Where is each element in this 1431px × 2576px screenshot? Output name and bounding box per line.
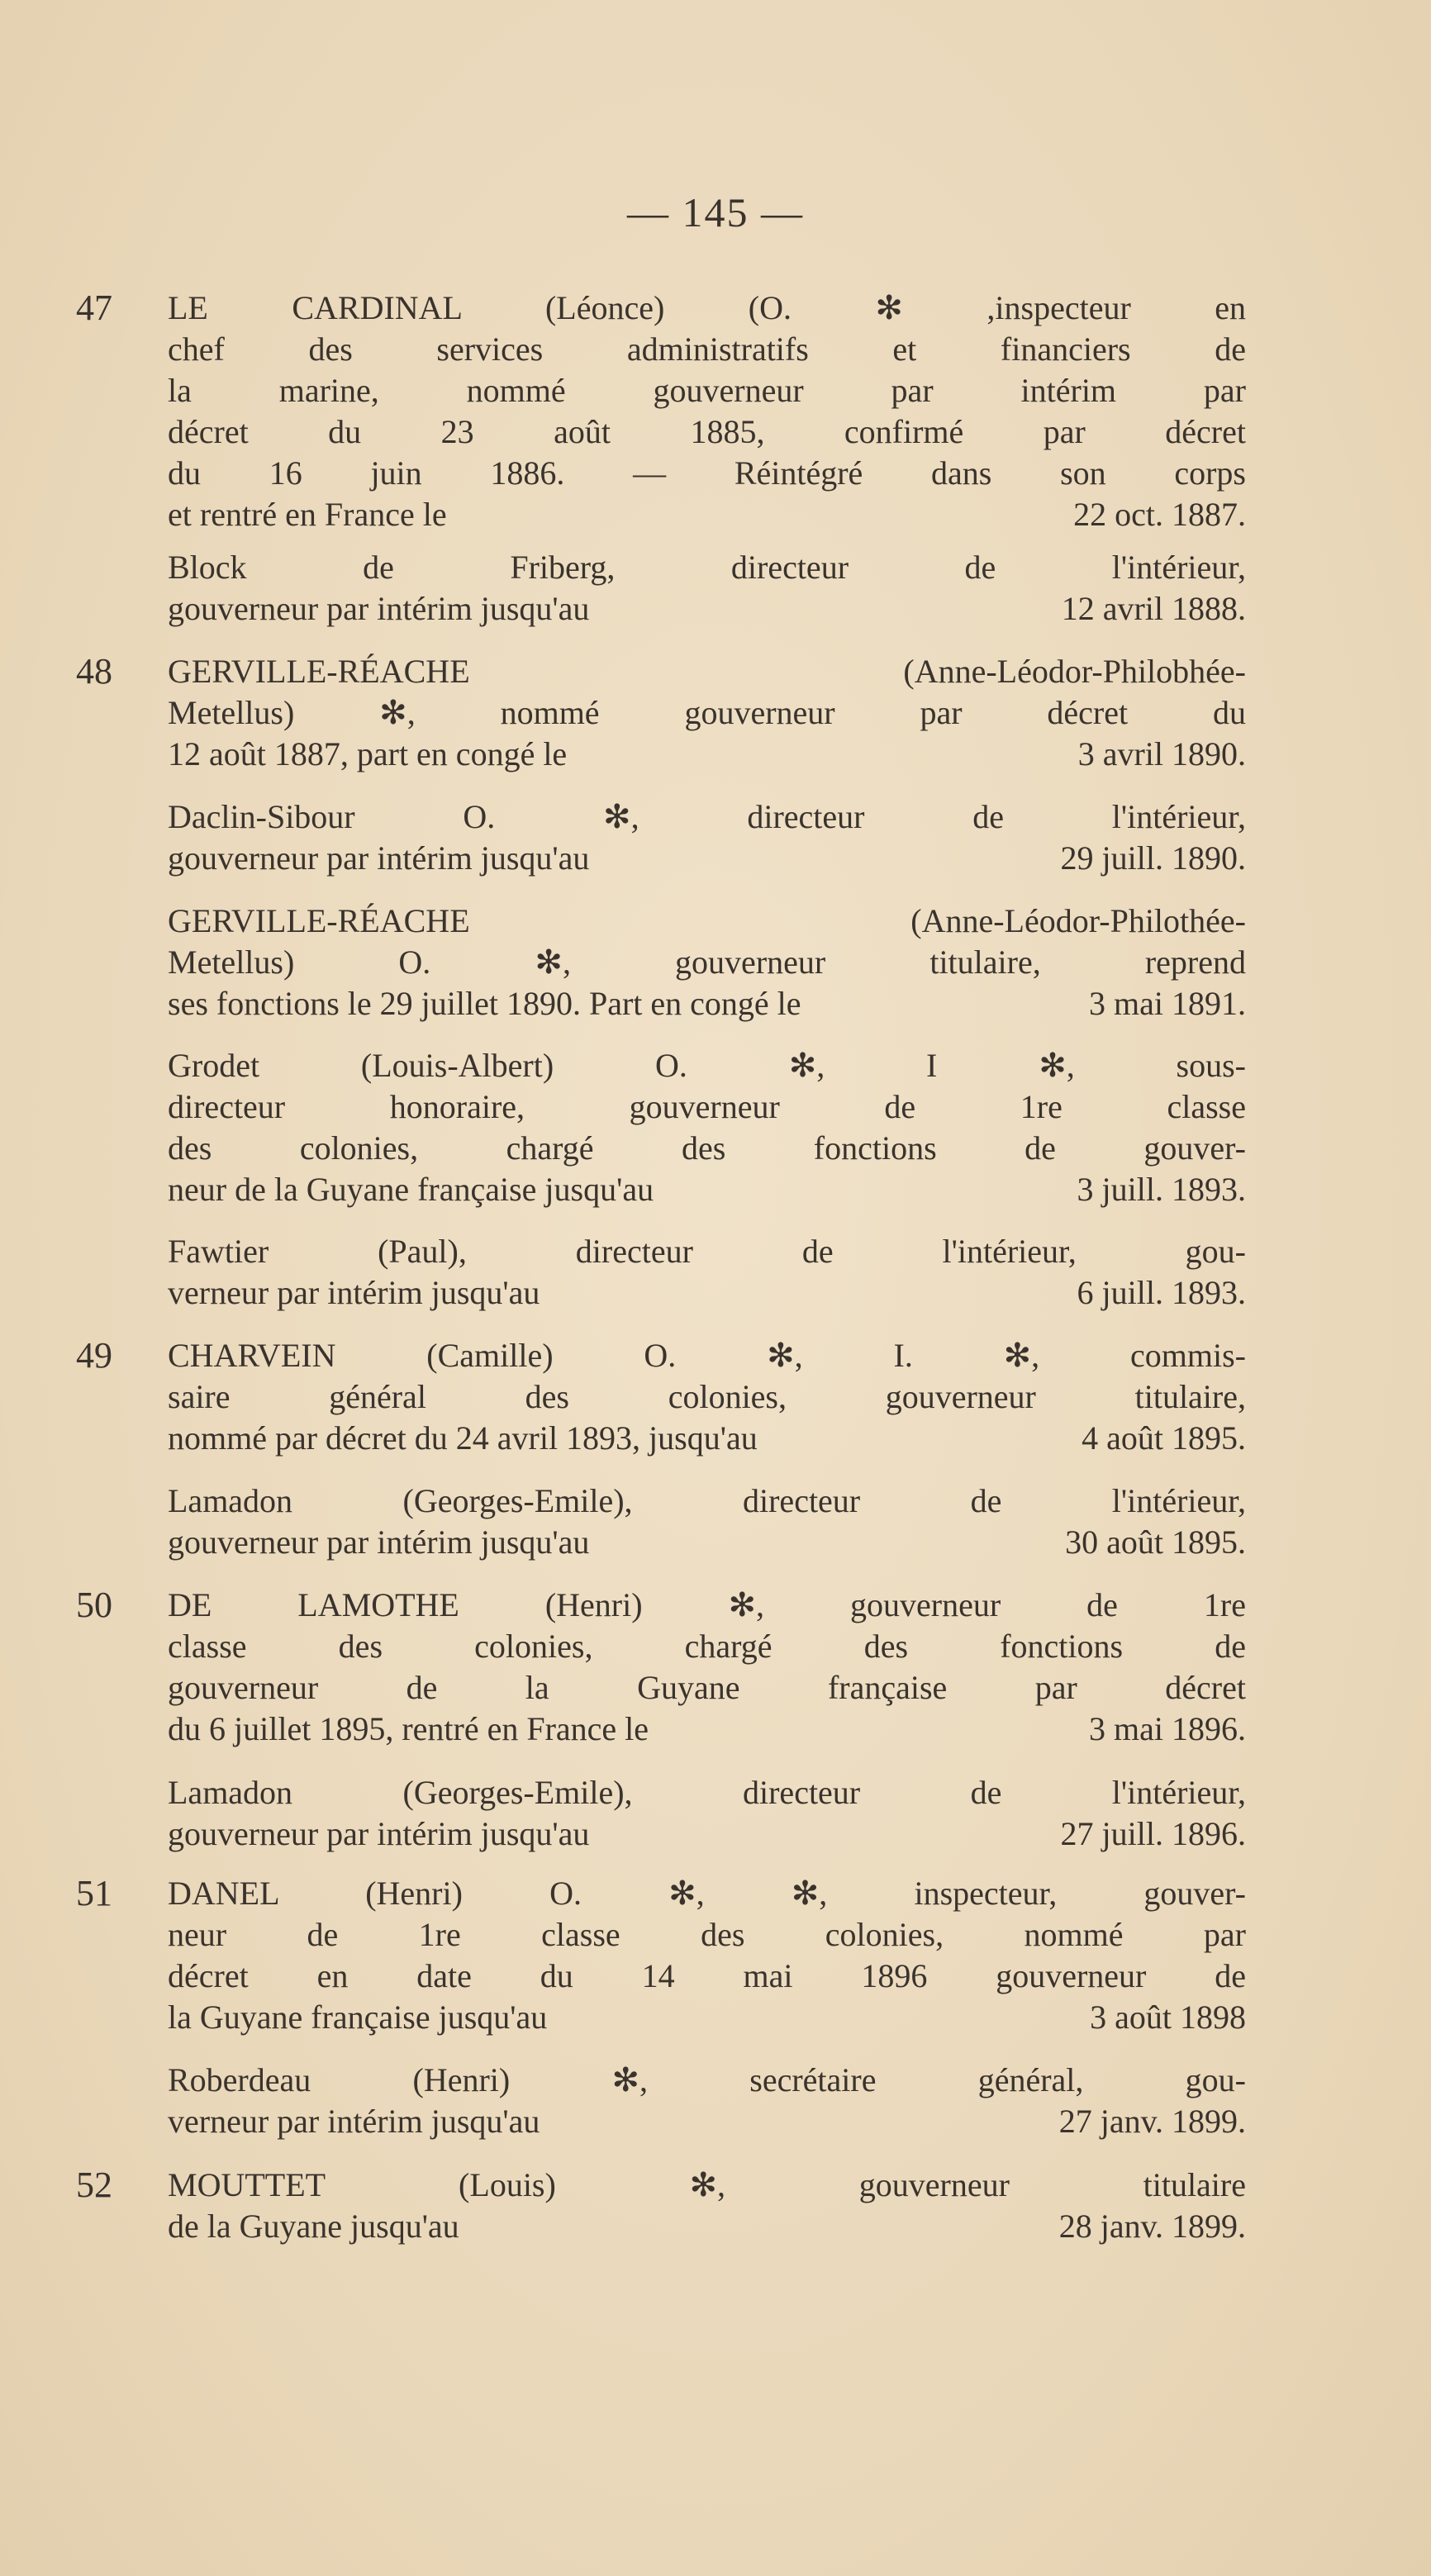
- entry-line: gouverneur par intérim jusqu'au: [168, 1815, 590, 1852]
- entry-number: 48: [76, 651, 112, 692]
- entry-line: MOUTTET (Louis) ✻, gouverneur titulaire: [168, 2166, 1246, 2203]
- entry-date: 3 juill. 1893.: [1077, 1171, 1246, 1208]
- entry-line: neur de la Guyane française jusqu'au: [168, 1171, 654, 1208]
- entry-line: gouverneur de la Guyane française par décret: [168, 1669, 1246, 1706]
- entry-text: [168, 901, 1246, 1024]
- entry-line: chef des services administratifs et financiers de: [168, 330, 1246, 368]
- entry-date: 30 août 1895.: [1065, 1523, 1246, 1561]
- entry-number: 47: [76, 288, 112, 328]
- entry-date: 27 juill. 1896.: [1060, 1815, 1246, 1852]
- entry-line: directeur honoraire, gouverneur de 1re classe: [168, 1088, 1246, 1125]
- entry-line: Fawtier (Paul), directeur de l'intérieur, gou-: [168, 1233, 1246, 1270]
- entry-line: 12 août 1887, part en congé le: [168, 735, 568, 772]
- entry-line: Lamadon (Georges-Emile), directeur de l'intérieur,: [168, 1482, 1246, 1519]
- entry-date: 6 juill. 1893.: [1077, 1274, 1246, 1311]
- entry-number: 50: [76, 1585, 112, 1625]
- entry-line: et rentré en France le: [168, 496, 447, 533]
- entry-line: du 6 juillet 1895, rentré en France le: [168, 1710, 649, 1747]
- entry-line: décret du 23 août 1885, confirmé par décret: [168, 413, 1246, 450]
- entry-line: Roberdeau (Henri) ✻, secrétaire général, gou-: [168, 2061, 1246, 2098]
- entry-line: gouverneur par intérim jusqu'au: [168, 1523, 590, 1561]
- entry-line: nommé par décret du 24 avril 1893, jusqu'au: [168, 1419, 758, 1457]
- entry-date: 28 janv. 1899.: [1058, 2208, 1246, 2245]
- entry-line: verneur par intérim jusqu'au: [168, 1274, 540, 1311]
- entry-line: DANEL (Henri) O. ✻, ✻, inspecteur, gouver-: [168, 1875, 1246, 1912]
- entry-number: 52: [76, 2165, 112, 2205]
- entry-line: des colonies, chargé des fonctions de gouver-: [168, 1129, 1246, 1167]
- entry-line: la Guyane française jusqu'au: [168, 1999, 548, 2036]
- entry-number: 49: [76, 1335, 112, 1376]
- entry-text: [168, 1585, 1246, 1750]
- entry-line: décret en date du 14 mai 1896 gouverneur de: [168, 1957, 1246, 1994]
- entry-line: neur de 1re classe des colonies, nommé par: [168, 1916, 1246, 1953]
- entry-date: 3 avril 1890.: [1077, 735, 1246, 772]
- entry-line: verneur par intérim jusqu'au: [168, 2103, 540, 2140]
- entry-text: [168, 1873, 1246, 2038]
- entry-line: DE LAMOTHE (Henri) ✻, gouverneur de 1re: [168, 1586, 1246, 1623]
- entry-line: de la Guyane jusqu'au: [168, 2208, 459, 2245]
- entry-line: du 16 juin 1886. — Réintégré dans son corps: [168, 454, 1246, 492]
- entry-line: Metellus) ✻, nommé gouverneur par décret du: [168, 694, 1246, 731]
- entry-line: Grodet (Louis-Albert) O. ✻, I ✻, sous-: [168, 1047, 1246, 1084]
- entry-line: LE CARDINAL (Léonce) (O. ✻ ,inspecteur en: [168, 289, 1246, 326]
- entry-date: 3 mai 1896.: [1089, 1710, 1246, 1747]
- entry-line: gouverneur par intérim jusqu'au: [168, 590, 590, 627]
- entry-line: ses fonctions le 29 juillet 1890. Part en congé le: [168, 985, 801, 1022]
- entry-number: 51: [76, 1873, 112, 1913]
- entry-line: Daclin-Sibour O. ✻, directeur de l'intérieur,: [168, 798, 1246, 835]
- entry-date: 12 avril 1888.: [1061, 590, 1246, 627]
- entry-line: Lamadon (Georges-Emile), directeur de l'intérieur,: [168, 1774, 1246, 1811]
- page-number: — 145 —: [627, 189, 804, 235]
- entry-line: GERVILLE-RÉACHE (Anne-Léodor-Philothée-: [168, 902, 1246, 939]
- entry-date: 27 janv. 1899.: [1058, 2103, 1246, 2140]
- entry-date: 29 juill. 1890.: [1060, 839, 1246, 877]
- entry-date: 3 août 1898: [1090, 1999, 1246, 2036]
- entry-line: CHARVEIN (Camille) O. ✻, I. ✻, commis-: [168, 1337, 1246, 1374]
- entry-date: 22 oct. 1887.: [1073, 496, 1246, 533]
- entry-line: saire général des colonies, gouverneur titulaire,: [168, 1378, 1246, 1415]
- entry-date: 4 août 1895.: [1082, 1419, 1246, 1457]
- entry-line: la marine, nommé gouverneur par intérim par: [168, 372, 1246, 409]
- entry-line: classe des colonies, chargé des fonctions de: [168, 1628, 1246, 1665]
- entry-line: GERVILLE-RÉACHE (Anne-Léodor-Philobhée-: [168, 653, 1246, 690]
- entry-line: Block de Friberg, directeur de l'intérieur,: [168, 549, 1246, 586]
- entry-date: 3 mai 1891.: [1089, 985, 1246, 1022]
- entry-line: Metellus) O. ✻, gouverneur titulaire, reprend: [168, 943, 1246, 981]
- entry-line: gouverneur par intérim jusqu'au: [168, 839, 590, 877]
